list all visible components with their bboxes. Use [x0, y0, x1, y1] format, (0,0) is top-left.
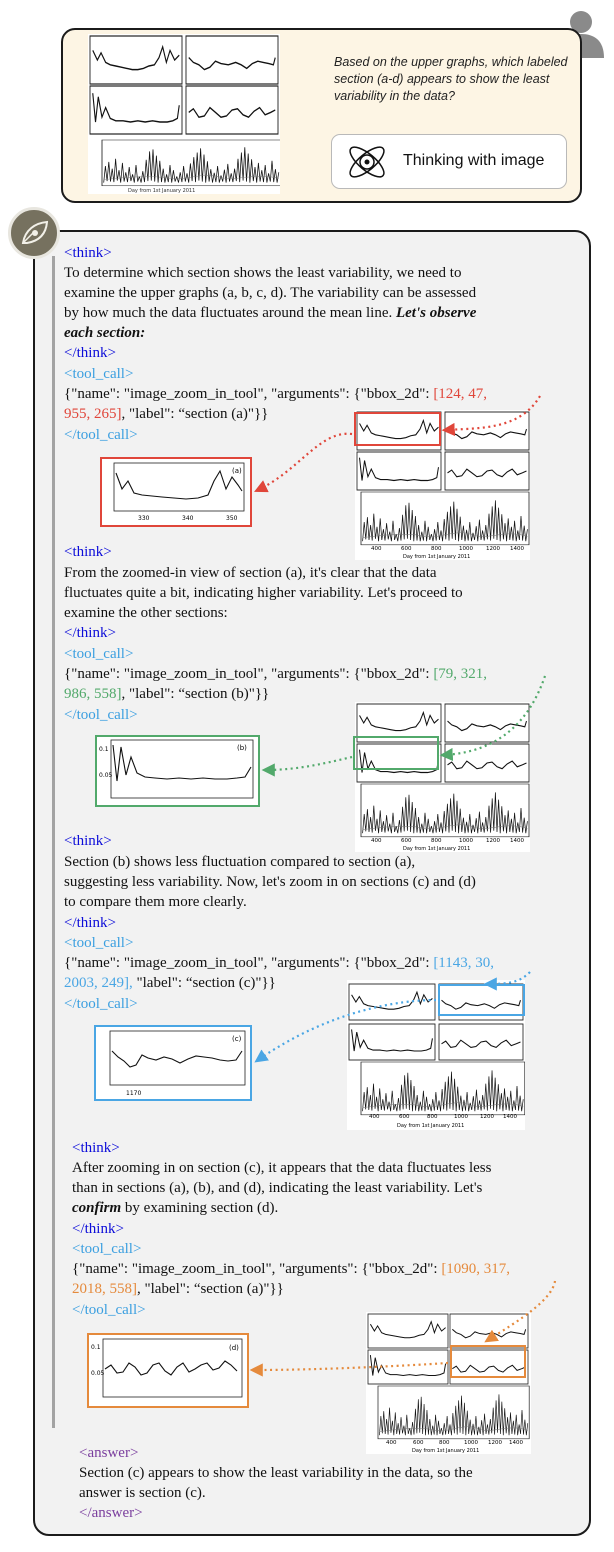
source-figure	[355, 702, 530, 852]
tool-call-line	[64, 404, 268, 424]
zoom-y-tick: 0.1	[91, 1344, 101, 1351]
atom-eye-icon	[344, 140, 390, 184]
think-text-line	[64, 303, 476, 323]
x-axis-label: Day from 1st January 2011	[403, 554, 471, 560]
tool-call-suffix: , "label": “section (a)"}}	[121, 406, 269, 422]
think-text: From the zoomed-in view of section (a), it's clear that the data	[64, 565, 437, 581]
bbox-coordinates: [79, 321,	[433, 666, 488, 682]
answer-open-tag: <answer>	[79, 1445, 139, 1461]
x-tick: 800	[431, 546, 442, 552]
zoom-result-d	[87, 1333, 249, 1408]
zoom-panel-label: (c)	[232, 1035, 242, 1043]
x-tick: 600	[401, 838, 412, 844]
tool-call-line	[72, 1279, 284, 1299]
tool-call-close-tag: </tool_call>	[64, 427, 138, 443]
x-tick: 1400	[510, 838, 524, 844]
tool-call-prefix: {"name": "image_zoom_in_tool", "arguments": {"bbox_2d":	[64, 666, 434, 682]
tool-call-suffix: , "label": “section (b)"}}	[121, 686, 270, 702]
zoom-y-tick: 0.05	[99, 772, 113, 779]
think-text: fluctuates quite a bit, indicating higher variability. Let's proceed to	[64, 585, 463, 601]
zoom-panel-label: (d)	[229, 1344, 239, 1352]
zoom-result-c	[94, 1025, 252, 1101]
tool-call-line	[64, 973, 276, 993]
tool-call-close-tag: </tool_call>	[64, 996, 138, 1012]
x-tick: 600	[413, 1440, 424, 1446]
think-text: After zooming in on section (c), it appears that the data fluctuates less	[72, 1160, 492, 1176]
section-a-highlight	[354, 412, 441, 446]
timeline-bar	[52, 256, 55, 1428]
bbox-coordinates: 986, 558]	[64, 686, 122, 702]
think-open-tag: <think>	[64, 245, 112, 261]
input-figure-xlabel: Day from 1st January 2011	[128, 188, 196, 194]
answer-close-tag: </answer>	[79, 1505, 143, 1521]
x-tick: 1400	[503, 1114, 517, 1120]
x-tick: 1000	[459, 838, 473, 844]
answer-text: answer is section (c).	[79, 1485, 206, 1501]
bbox-coordinates: 2018, 558]	[72, 1281, 137, 1297]
section-d-highlight	[450, 1345, 526, 1378]
tool-call-close-tag: </tool_call>	[64, 707, 138, 723]
x-tick: 1000	[464, 1440, 478, 1446]
section-b-highlight	[353, 736, 439, 770]
tool-call-line	[64, 664, 487, 684]
x-tick: 1000	[454, 1114, 468, 1120]
bbox-coordinates: [124, 47,	[433, 386, 488, 402]
zoom-x-tick: 330	[138, 515, 150, 522]
tool-call-prefix: {"name": "image_zoom_in_tool", "arguments": {"bbox_2d":	[72, 1261, 442, 1277]
think-text: Section (b) shows less fluctuation compared to section (a),	[64, 854, 416, 870]
x-tick: 1400	[510, 546, 524, 552]
tool-call-close-tag: </tool_call>	[72, 1302, 146, 1318]
bbox-coordinates: 2003, 249],	[64, 975, 133, 991]
x-tick: 1400	[509, 1440, 523, 1446]
think-close-tag: </think>	[64, 625, 116, 641]
input-figure	[88, 34, 280, 194]
tool-call-line	[64, 384, 487, 404]
x-tick: 1200	[488, 1440, 502, 1446]
x-axis-label: Day from 1st January 2011	[397, 1123, 465, 1129]
x-tick: 1000	[459, 546, 473, 552]
x-tick: 1200	[480, 1114, 494, 1120]
x-tick: 400	[386, 1440, 397, 1446]
zoom-result-b	[95, 735, 260, 807]
x-tick: 800	[431, 838, 442, 844]
tool-call-suffix: "label": “section (c)"}}	[132, 975, 276, 991]
answer-text: Section (c) appears to show the least variability in the data, so the	[79, 1465, 473, 1481]
source-figure	[366, 1312, 531, 1454]
think-open-tag: <think>	[72, 1140, 120, 1156]
thinking-with-image-button[interactable]	[331, 134, 567, 189]
zoom-y-tick: 0.1	[99, 746, 109, 753]
emphasis-text: confirm	[72, 1200, 122, 1216]
think-text: than in sections (a), (b), and (d), indicating the least variability. Let's	[72, 1180, 483, 1196]
tool-call-open-tag: <tool_call>	[72, 1241, 142, 1257]
zoom-x-tick: 350	[226, 515, 238, 522]
x-axis-label: Day from 1st January 2011	[403, 846, 471, 852]
zoom-panel-label: (b)	[237, 744, 247, 752]
tool-call-open-tag: <tool_call>	[64, 935, 134, 951]
bbox-coordinates: [1090, 317,	[441, 1261, 511, 1277]
zoom-x-tick: 340	[182, 515, 194, 522]
think-text: examine the other sections:	[64, 605, 228, 621]
emphasis-text: each section:	[64, 325, 146, 341]
x-tick: 400	[371, 838, 382, 844]
x-tick: 600	[401, 546, 412, 552]
tool-call-open-tag: <tool_call>	[64, 366, 134, 382]
think-close-tag: </think>	[72, 1221, 124, 1237]
think-open-tag: <think>	[64, 544, 112, 560]
think-text: suggesting less variability. Now, let's zoom in on sections (c) and (d)	[64, 874, 476, 890]
x-tick: 400	[369, 1114, 380, 1120]
think-text: To determine which section shows the least variability, we need to	[64, 265, 462, 281]
thinking-with-image-label: Thinking with image	[403, 152, 545, 169]
zoom-result-a	[100, 457, 252, 527]
tool-call-prefix: {"name": "image_zoom_in_tool", "arguments": {"bbox_2d":	[64, 955, 434, 971]
assistant-logo-icon	[8, 207, 60, 259]
user-question: Based on the upper graphs, which labeled section (a-d) appears to show the least variability in the data?	[334, 55, 568, 103]
think-close-tag: </think>	[64, 915, 116, 931]
think-close-tag: </think>	[64, 345, 116, 361]
x-tick: 1200	[486, 546, 500, 552]
section-c-highlight	[438, 984, 525, 1016]
tool-call-line	[64, 684, 269, 704]
zoom-panel-label: (a)	[232, 467, 242, 475]
x-tick: 400	[371, 546, 382, 552]
x-tick: 1200	[486, 838, 500, 844]
tool-call-line	[72, 1259, 510, 1279]
x-tick: 600	[399, 1114, 410, 1120]
tool-call-prefix: {"name": "image_zoom_in_tool", "arguments": {"bbox_2d":	[64, 386, 434, 402]
think-open-tag: <think>	[64, 833, 112, 849]
think-text: by examining section (d).	[121, 1200, 279, 1216]
think-text: to compare them more clearly.	[64, 894, 247, 910]
x-tick: 800	[439, 1440, 450, 1446]
bbox-coordinates: 955, 265]	[64, 406, 122, 422]
zoom-x-tick: 1170	[126, 1090, 142, 1097]
zoom-y-tick: 0.05	[91, 1370, 105, 1377]
tool-call-suffix: , "label": “section (a)"}}	[137, 1281, 284, 1297]
think-text: by how much the data fluctuates around the mean line.	[64, 305, 393, 321]
tool-call-open-tag: <tool_call>	[64, 646, 134, 662]
x-axis-label: Day from 1st January 2011	[412, 1448, 480, 1454]
bbox-coordinates: [1143, 30,	[433, 955, 495, 971]
x-tick: 800	[427, 1114, 438, 1120]
tool-call-line	[64, 953, 494, 973]
emphasis-text: Let's observe	[395, 305, 477, 321]
think-text-line	[72, 1198, 278, 1218]
think-text: examine the upper graphs (a, b, c, d). The variability can be assessed	[64, 285, 477, 301]
